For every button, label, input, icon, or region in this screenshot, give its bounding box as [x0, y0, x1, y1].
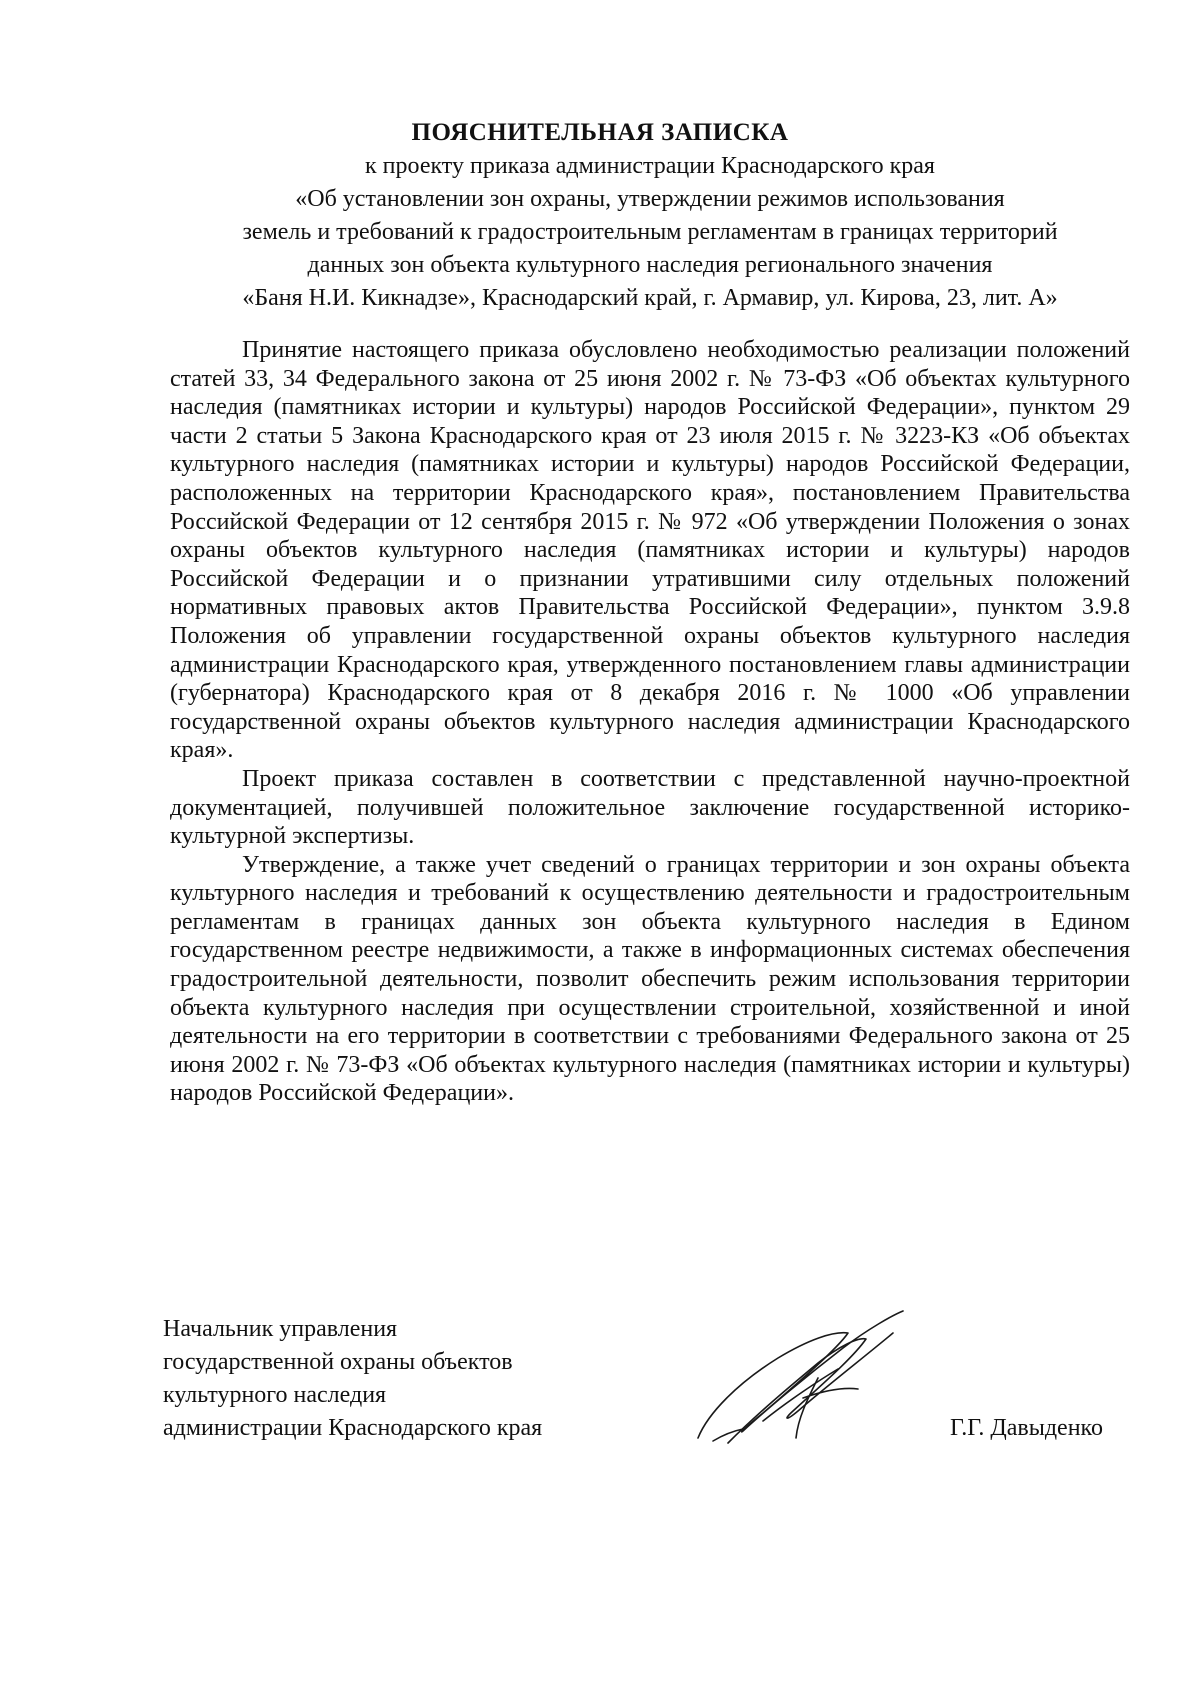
- signatory-name: Г.Г. Давыденко: [950, 1415, 1103, 1441]
- document-body: [170, 336, 1130, 1108]
- handwritten-signature: [668, 1303, 918, 1453]
- document-subtitle: [170, 150, 1130, 315]
- document-title: ПОЯСНИТЕЛЬНАЯ ЗАПИСКА: [411, 119, 789, 146]
- signatory-position-line: культурного наследия: [163, 1382, 387, 1408]
- subtitle-line: «Баня Н.И. Кикнадзе», Краснодарский край, г. Армавир, ул. Кирова, 23, лит. А»: [242, 285, 1058, 311]
- signatory-position: [163, 1313, 542, 1445]
- body-paragraph: Принятие настоящего приказа обусловлено необходимостью реализации положений статей 33, 34 Федерального закона от 25 июня 2002 г. № 73-ФЗ «Об объектах культурного наследия (памятниках истории и культуры) народов Российской Федерации», пунктом 29 части 2 статьи 5 Закона Краснодарского края от 23 июля 2015 г. № 3223-КЗ «Об объектах культурного наследия (памятниках истории и культуры) народов Российской Федерации, расположенных на территории Краснодарского края», постановлением Правительства Российской Федерации от 12 сентября 2015 г. № 972 «Об утверждении Положения о зонах охраны объектов культурного наследия (памятниках истории и культуры) народов Российской Федерации и о признании утратившими силу отдельных положений нормативных правовых актов Правительства Российской Федерации», пунктом 3.9.8 Положения об управлении государственной охраны объектов культурного наследия администрации Краснодарского края, утвержденного постановлением главы администрации (губернатора) Краснодарского края от 8 декабря 2016 г. № 1000 «Об управлении государственной охраны объектов культурного наследия администрации Краснодарского края».: [170, 337, 1130, 764]
- body-paragraph: Проект приказа составлен в соответствии с представленной научно-проектной документацией, получившей положительное заключение государственной историко-культурной экспертизы.: [170, 765, 1130, 850]
- subtitle-line: к проекту приказа администрации Краснодарского края: [365, 153, 935, 179]
- subtitle-line: данных зон объекта культурного наследия регионального значения: [307, 252, 993, 278]
- subtitle-line: «Об установлении зон охраны, утверждении режимов использования: [295, 186, 1005, 212]
- signature-block: [163, 1313, 1103, 1453]
- signatory-position-line: государственной охраны объектов: [163, 1349, 513, 1375]
- subtitle-line: земель и требований к градостроительным регламентам в границах территорий: [242, 219, 1058, 245]
- body-paragraph: Утверждение, а также учет сведений о границах территории и зон охраны объекта культурного наследия и требований к осуществлению деятельности и градостроительным регламентам в границах данных зон объекта культурного наследия в Едином государственном реестре недвижимости, а также в информационных системах обеспечения градостроительной деятельности, позволит обеспечить режим использования территории объекта культурного наследия при осуществлении строительной, хозяйственной и иной деятельности на его территории в соответствии с требованиями Федерального закона от 25 июня 2002 г. № 73-ФЗ «Об объектах культурного наследия (памятниках истории и культуры) народов Российской Федерации».: [170, 851, 1130, 1107]
- signatory-position-line: Начальник управления: [163, 1316, 398, 1342]
- signatory-position-line: администрации Краснодарского края: [163, 1415, 543, 1441]
